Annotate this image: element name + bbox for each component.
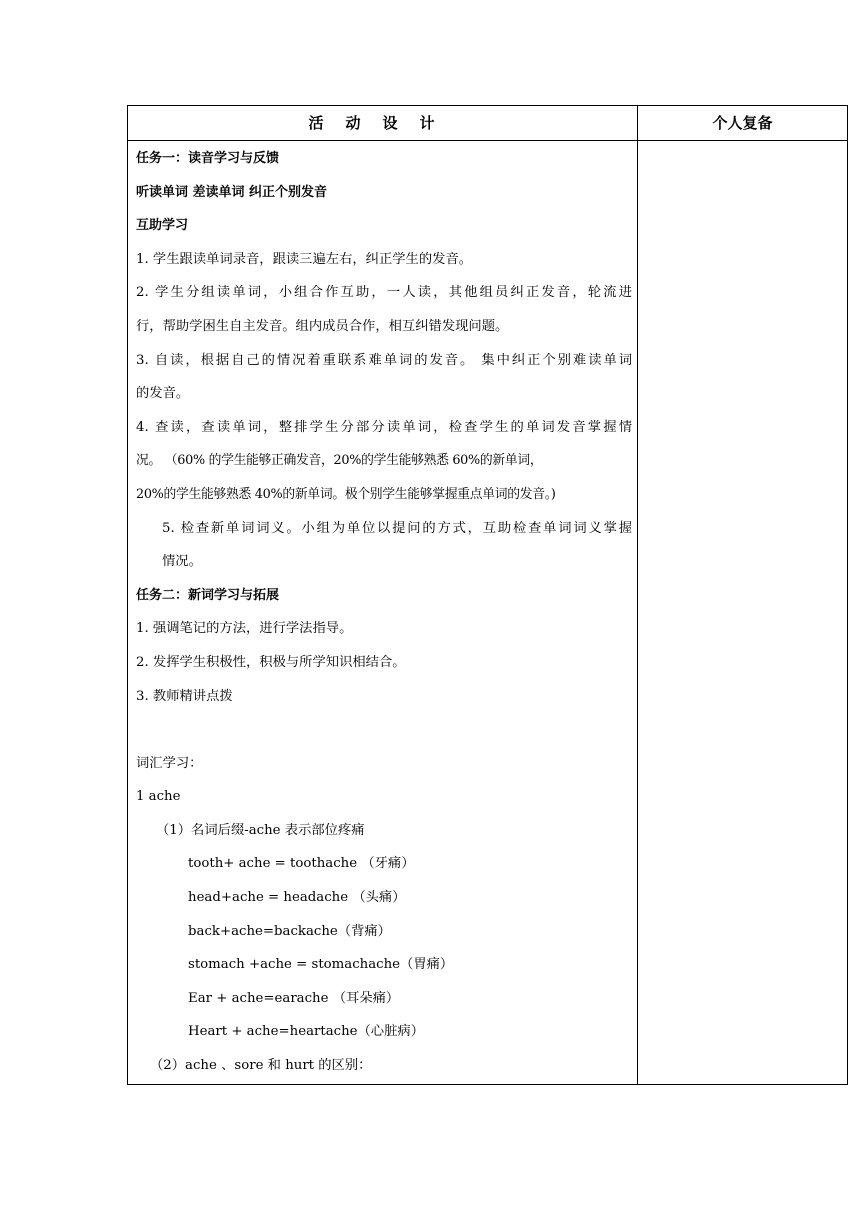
mutual-learning-heading: 互助学习 [136, 218, 189, 234]
example-earache: Ear + ache=earache （耳朵痛） [188, 990, 400, 1006]
step-1: 1. 学生跟读单词录音，跟读三遍左右，纠正学生的发音。 [136, 251, 473, 267]
vocab-heading: 词汇学习： [136, 755, 203, 771]
step-3-line-1: 3. 自读，根据自己的情况着重联系难单词的发音。 集中纠正个别难读单词 [136, 352, 632, 368]
ache-suffix-note: （1）名词后缀-ache 表示部位疼痛 [156, 822, 365, 838]
step-2-line-1: 2. 学生分组读单词，小组合作互助，一人读，其他组员纠正发音，轮流进 [136, 285, 632, 301]
task2-item-3: 3. 教师精讲点拨 [136, 688, 233, 704]
personal-prep-cell [638, 141, 847, 1084]
example-toothache: tooth+ ache = toothache （牙痛） [188, 856, 415, 872]
example-headache: head+ache = headache （头痛） [188, 890, 406, 906]
task2-heading: 任务二：新词学习与拓展 [136, 587, 280, 603]
blank-line [136, 713, 632, 747]
activity-design-cell [136, 142, 632, 1083]
step-5-line-2: 情况。 [162, 554, 202, 570]
lesson-table [127, 105, 848, 1085]
header-personal-prep: 个人复备 [712, 114, 773, 132]
vocab-ache-title: 1 ache [136, 789, 181, 805]
step-4-line-1: 4. 查读，查读单词，整排学生分部分读单词，检查学生的单词发音掌握情 [136, 419, 632, 435]
example-heartache: Heart + ache=heartache（心脏病） [188, 1024, 424, 1040]
task1-steps: 听读单词 差读单词 纠正个别发音 [136, 184, 328, 200]
example-stomachache: stomach +ache = stomachache（胃痛） [188, 957, 454, 973]
task2-item-1: 1. 强调笔记的方法，进行学法指导。 [136, 621, 353, 637]
ache-sore-hurt-diff: （2）ache 、sore 和 hurt 的区别： [150, 1058, 372, 1074]
table-header-row [128, 106, 847, 141]
header-activity-design: 活动设计 [308, 114, 457, 132]
task2-item-2: 2. 发挥学生积极性，积极与所学知识相结合。 [136, 654, 406, 670]
step-2-line-2: 行，帮助学困生自主发音。组内成员合作，相互纠错发现问题。 [136, 318, 509, 334]
step-4-line-3: 20%的学生能够熟悉 40%的新单词。极个别学生能够掌握重点单词的发音。) [136, 486, 556, 502]
task1-heading: 任务一：读音学习与反馈 [136, 151, 280, 166]
example-backache: back+ache=backache（背痛） [188, 923, 391, 939]
step-5-line-1: 5. 检查新单词词义。小组为单位以提问的方式，互助检查单词词义掌握 [162, 520, 632, 536]
step-4-line-2: 况。 （60% 的学生能够正确发音，20%的学生能够熟悉 60%的新单词， [136, 453, 543, 469]
step-3-line-2: 的发音。 [136, 386, 190, 402]
